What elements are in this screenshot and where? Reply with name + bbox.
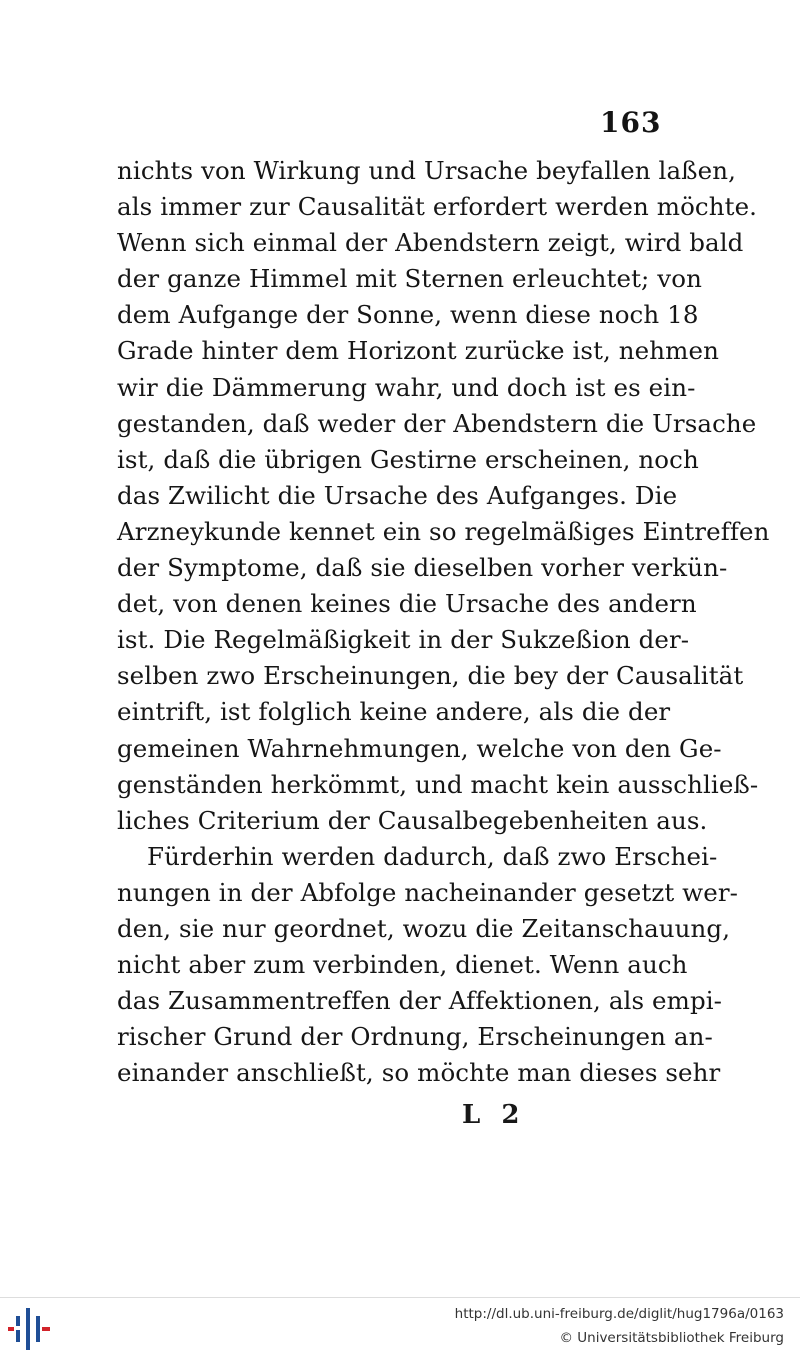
text-line: als immer zur Causalität erfordert werden möchte.: [117, 192, 758, 222]
text-line: ist. Die Regelmäßigkeit in der Sukzeßion der-: [117, 625, 690, 655]
logo-dash-left: [8, 1327, 14, 1331]
text-line: gemeinen Wahrnehmungen, welche von den Ge-: [117, 733, 722, 763]
text-line: der Symptome, daß sie dieselben vorher verkün-: [117, 553, 728, 583]
text-line: wir die Dämmerung wahr, und doch ist es ein-: [117, 372, 696, 402]
text-line: det, von denen keines die Ursache des andern: [117, 589, 697, 619]
copyright-notice: © Universitätsbibliothek Freiburg: [559, 1330, 784, 1346]
sheet-signature: L 2: [462, 1100, 526, 1130]
text-line: einander anschließt, so möchte man dieses sehr: [117, 1058, 721, 1088]
text-line: nungen in der Abfolge nacheinander gesetzt wer-: [117, 877, 739, 907]
page-number: 163: [600, 106, 662, 139]
permalink-url[interactable]: http://dl.ub.uni-freiburg.de/diglit/hug1796a/0163: [454, 1306, 784, 1322]
logo-bar-right: [36, 1316, 40, 1342]
text-line: Grade hinter dem Horizont zurücke ist, nehmen: [117, 336, 719, 366]
text-line: rischer Grund der Ordnung, Erscheinungen an-: [117, 1022, 713, 1052]
text-line-indented: Fürderhin werden dadurch, daß zwo Erschei-: [147, 841, 718, 871]
viewer-footer: [0, 1297, 800, 1358]
logo-bar-center: [26, 1308, 30, 1350]
text-line: genständen herkömmt, und macht kein ausschließ-: [117, 769, 759, 799]
text-line: das Zwilicht die Ursache des Aufganges. Die: [117, 480, 678, 510]
text-line: den, sie nur geordnet, wozu die Zeitanschauung,: [117, 913, 731, 943]
text-line: das Zusammentreffen der Affektionen, als empi-: [117, 986, 723, 1016]
text-line: ist, daß die übrigen Gestirne erscheinen, noch: [117, 444, 699, 474]
text-block: [117, 153, 770, 1091]
text-line: nichts von Wirkung und Ursache beyfallen laßen,: [117, 156, 737, 185]
text-line: nicht aber zum verbinden, dienet. Wenn auch: [117, 950, 688, 980]
text-line: Arzneykunde kennet ein so regelmäßiges Eintreffen: [117, 516, 770, 546]
text-line: dem Aufgange der Sonne, wenn diese noch 18: [117, 300, 699, 330]
logo-bar-left-top: [16, 1316, 20, 1326]
text-line: Wenn sich einmal der Abendstern zeigt, wird bald: [117, 228, 744, 258]
logo-bar-left-bottom: [16, 1330, 20, 1342]
text-line: eintrift, ist folglich keine andere, als die der: [117, 697, 671, 727]
library-logo-icon: [8, 1306, 52, 1352]
text-line: selben zwo Erscheinungen, die bey der Causalität: [117, 661, 744, 691]
text-line: gestanden, daß weder der Abendstern die Ursache: [117, 408, 757, 438]
text-line: der ganze Himmel mit Sternen erleuchtet; von: [117, 264, 702, 294]
text-line: liches Criterium der Causalbegebenheiten aus.: [117, 805, 708, 835]
logo-dash-right: [42, 1327, 50, 1331]
